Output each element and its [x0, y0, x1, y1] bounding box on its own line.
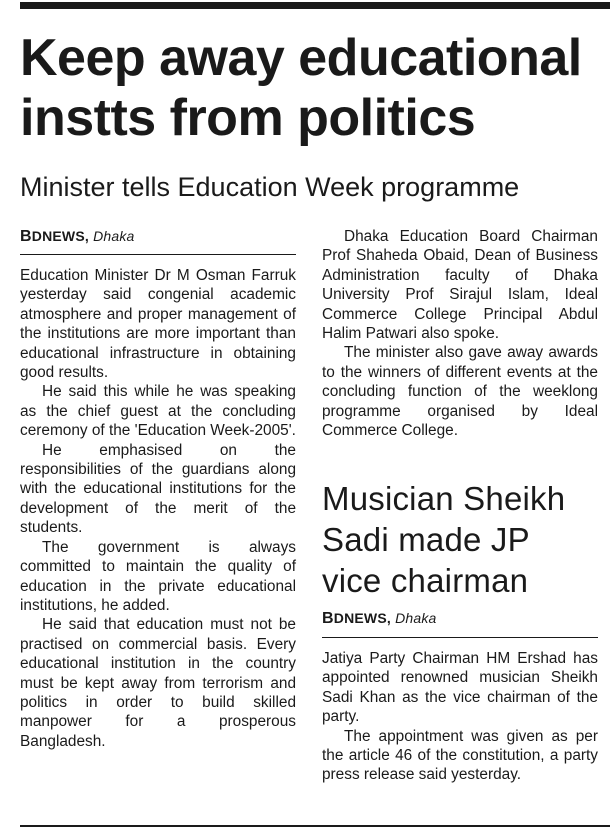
byline-city: Dhaka: [93, 228, 135, 244]
paragraph: The minister also gave away awards to the winners of different events at the concluding function of the weeklong programme organised by Ideal Commerce College.: [322, 344, 598, 440]
main-headline: [20, 28, 610, 148]
second-story-headline-line-1: Musician Sheikh: [322, 480, 566, 517]
article-1-column-1: [20, 266, 296, 751]
paragraph: Jatiya Party Chairman HM Ershad has appointed renowned musician Sheikh Sadi Khan as the vice chairman of the party.: [322, 650, 598, 726]
paragraph: Education Minister Dr M Osman Farruk yesterday said congenial academic atmosphere and proper management of the institutions are more important than educational infrastructure in obtaining good results.: [20, 267, 296, 382]
byline-agency-initial: B: [322, 610, 334, 627]
paragraph: He said that education must not be practised on commercial basis. Every educational institution in the country must be kept away from terrorism and politics in order to build skilled manpower for a prosperous Bangladesh.: [20, 616, 296, 750]
second-story-headline: [322, 478, 612, 601]
byline-agency: DNEWS,: [31, 228, 89, 244]
byline-rule-article-2: [322, 637, 598, 638]
article-1-column-2: [322, 227, 598, 440]
bottom-rule: [20, 825, 610, 827]
byline-article-2: [322, 610, 437, 628]
second-story-headline-line-3: vice chairman: [322, 562, 529, 599]
byline-agency-initial: B: [20, 228, 32, 245]
paragraph: The government is always committed to maintain the quality of education in the private educational institutions, he added.: [20, 538, 296, 614]
main-headline-line-1: Keep away educational: [20, 29, 582, 87]
top-rule: [20, 2, 610, 9]
main-headline-line-2: instts from politics: [20, 89, 476, 147]
byline-rule-article-1: [20, 254, 296, 255]
article-2-column: [322, 649, 598, 785]
paragraph: He emphasised on the responsibilities of the guardians along with the educational institutions for the development of the merit of the students.: [20, 441, 296, 537]
paragraph: He said this while he was speaking as the chief guest at the concluding ceremony of the 'Education Week-2005'.: [20, 383, 296, 440]
byline-city: Dhaka: [395, 610, 437, 626]
paragraph: Dhaka Education Board Chairman Prof Shaheda Obaid, Dean of Business Administration faculty of Dhaka University Prof Sirajul Islam, Ideal Commerce College Principal Abdul Halim Patwari also spoke.: [322, 228, 598, 343]
second-story-headline-line-2: Sadi made JP: [322, 521, 530, 558]
paragraph: The appointment was given as per the article 46 of the constitution, a party press release said yesterday.: [322, 727, 598, 784]
byline-article-1: [20, 228, 135, 246]
byline-agency: DNEWS,: [333, 610, 391, 626]
subheadline: Minister tells Education Week programme: [20, 172, 520, 202]
